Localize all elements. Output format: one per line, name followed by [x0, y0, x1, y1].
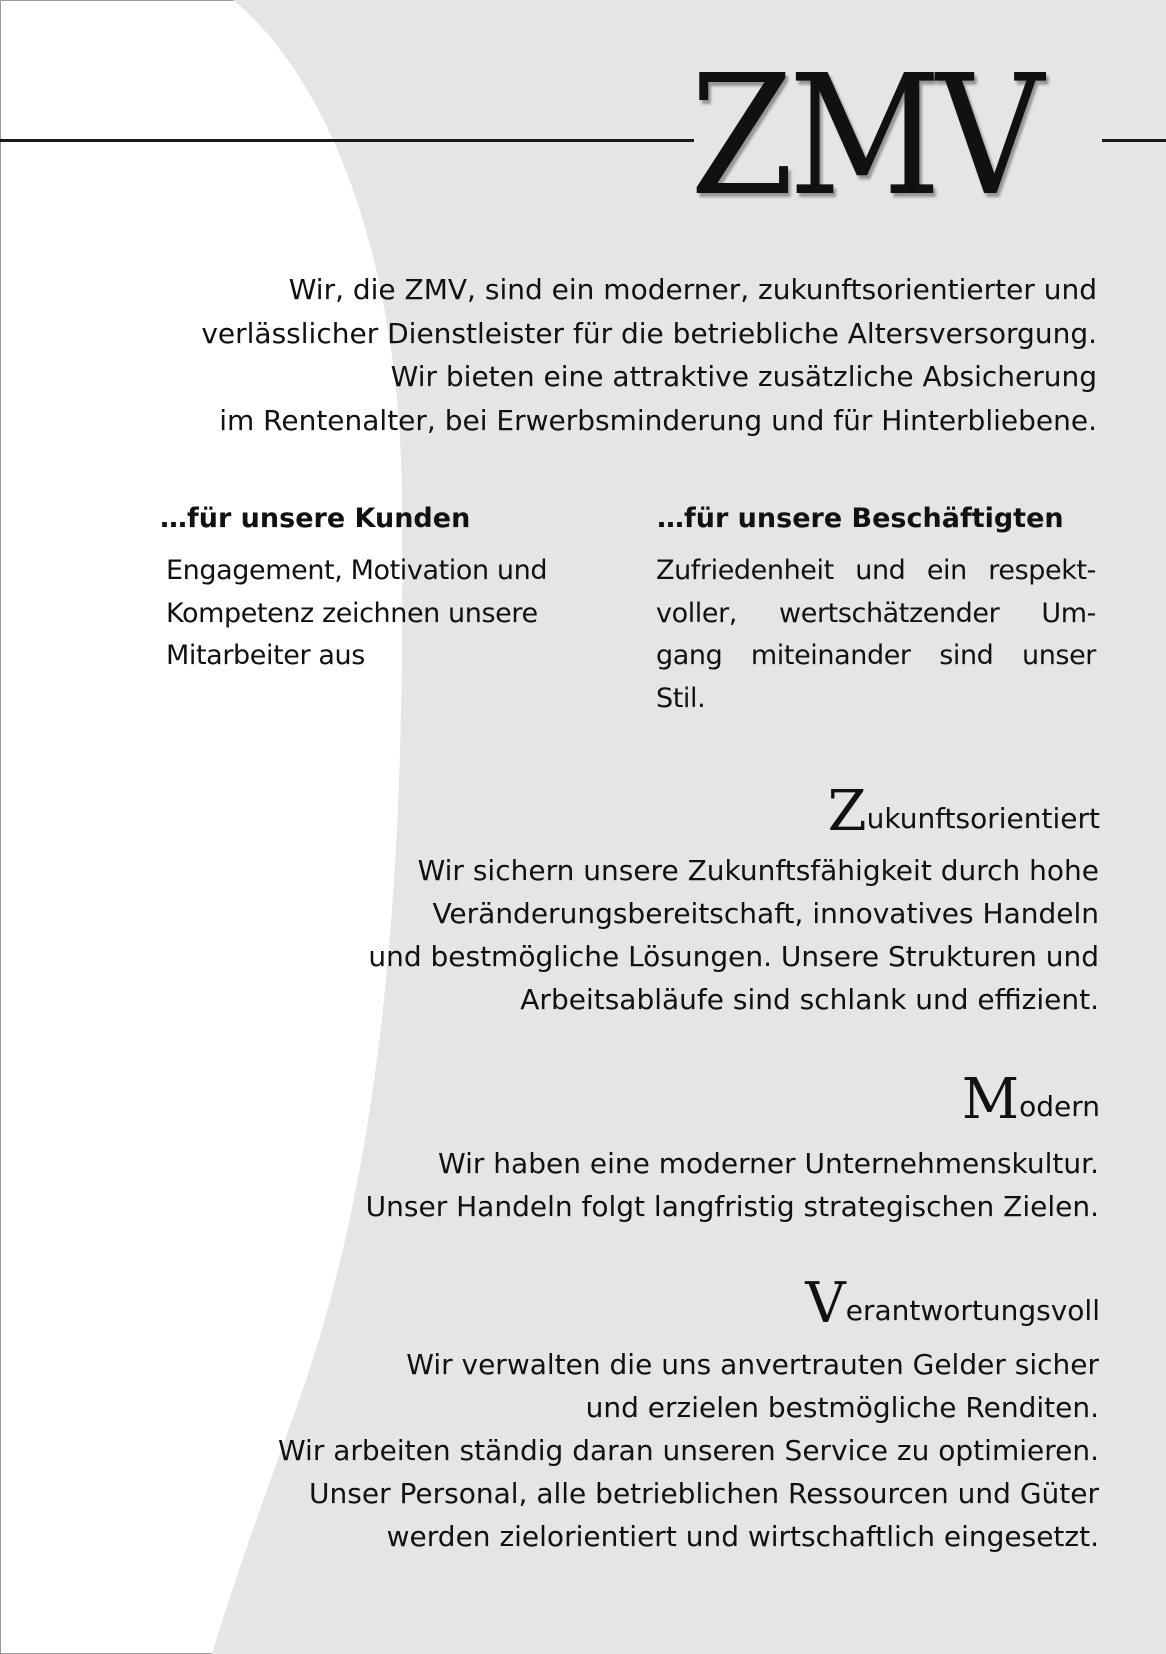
beschaeftigte-line: voller, wertschätzender Um- — [656, 597, 1096, 629]
title-rule-left — [0, 139, 694, 142]
kunden-line: Mitarbeiter aus — [166, 640, 365, 671]
kunden-line: Engagement, Motivation und — [166, 555, 548, 586]
zukunft-line: Veränderungsbereitschaft, innovatives Handeln — [432, 897, 1099, 930]
kunden-line: Kompetenz zeichnen unsere — [166, 597, 538, 629]
verantwortung-heading — [805, 1271, 1100, 1341]
beschaeftigte-heading: …für unsere Beschäftigten — [657, 503, 1064, 534]
intro-line: Wir, die ZMV, sind ein moderner, zukunftsorientierter und — [288, 273, 1097, 306]
modern-heading — [961, 1067, 1100, 1137]
verantwortung-line: Wir arbeiten ständig daran unseren Service zu optimieren. — [277, 1434, 1099, 1467]
verantwortung-line: Wir verwalten die uns anvertrauten Gelder sicher — [406, 1348, 1099, 1381]
zukunft-text — [368, 849, 1099, 1021]
zukunft-line: Arbeitsabläufe sind schlank und effizient. — [520, 983, 1099, 1016]
modern-line: Unser Handeln folgt langfristig strategischen Zielen. — [365, 1190, 1099, 1223]
beschaeftigte-line: gang miteinander sind unser — [656, 640, 1096, 671]
title-rule-right — [1102, 139, 1166, 142]
zukunft-line: Wir sichern unsere Zukunftsfähigkeit durch hohe — [417, 854, 1099, 887]
modern-heading-rest: odern — [1019, 1090, 1100, 1123]
zukunft-heading-rest: ukunftsorientiert — [866, 802, 1100, 835]
verantwortung-line: und erzielen bestmögliche Renditen. — [585, 1391, 1099, 1424]
beschaeftigte-line: Zufriedenheit und ein respekt- — [656, 555, 1096, 586]
zukunft-initial: Z — [827, 779, 867, 844]
verantwortung-initial: V — [805, 1271, 846, 1336]
intro-line: verlässlicher Dienstleister für die betriebliche Altersversorgung. — [201, 316, 1097, 350]
zukunft-heading — [827, 779, 1100, 849]
modern-line: Wir haben eine moderner Unternehmenskultur. — [438, 1147, 1099, 1180]
kunden-text — [166, 550, 606, 678]
modern-text — [366, 1142, 1099, 1228]
verantwortung-text — [278, 1343, 1099, 1558]
zukunft-line: und bestmögliche Lösungen. Unsere Strukturen und — [368, 940, 1099, 973]
modern-initial: M — [961, 1067, 1020, 1132]
intro-paragraph — [120, 268, 1097, 442]
verantwortung-heading-rest: erantwortungsvoll — [845, 1294, 1100, 1327]
verantwortung-line: Unser Personal, alle betrieblichen Ressourcen und Güter — [309, 1477, 1099, 1510]
beschaeftigte-line: Stil. — [656, 682, 706, 714]
intro-line: im Rentenalter, bei Erwerbsminderung und für Hinterbliebene. — [219, 403, 1097, 437]
intro-line: Wir bieten eine attraktive zusätzliche Absicherung — [390, 360, 1097, 393]
page-title: ZMV — [690, 40, 1039, 233]
beschaeftigte-text — [656, 550, 1096, 720]
kunden-heading: …für unsere Kunden — [160, 503, 471, 534]
verantwortung-line: werden zielorientiert und wirtschaftlich eingesetzt. — [386, 1520, 1099, 1553]
